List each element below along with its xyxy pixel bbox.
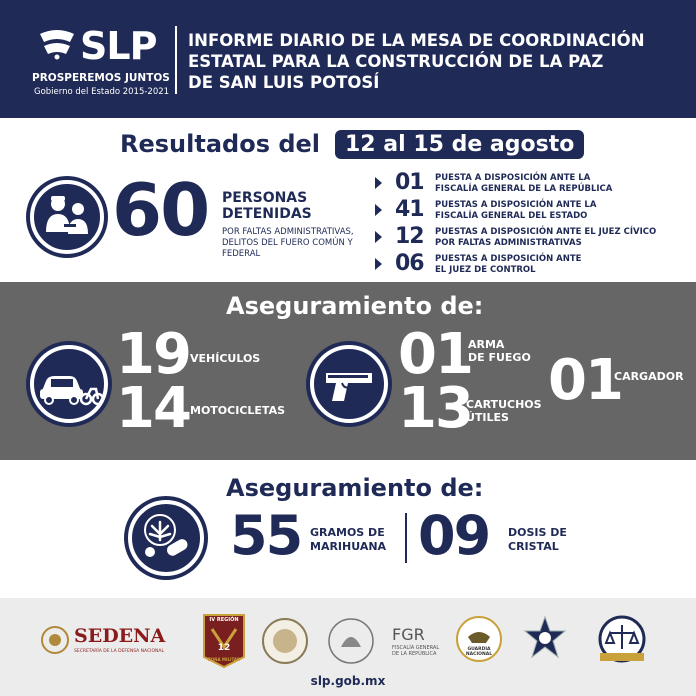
car-motorcycle-icon (34, 349, 104, 419)
disposition-text-line: PUESTAS A DISPOSICIÓN ANTE LA (435, 200, 597, 210)
motorcycles-label: MOTOCICLETAS (190, 404, 285, 417)
seizure-title: Aseguramiento de: (226, 292, 484, 320)
vehicle-circle (30, 345, 108, 423)
sedena-text: SEDENA (74, 625, 166, 647)
guardia-text (454, 647, 504, 657)
website-url[interactable]: slp.gob.mx (310, 674, 386, 688)
guardia-text-line: GUARDIA (467, 647, 491, 652)
vehicles-count: 19 (116, 322, 190, 387)
military-zone-logo (202, 613, 246, 669)
detention-circle (30, 180, 104, 254)
detained-title (222, 190, 312, 222)
disposition-count: 01 (395, 170, 424, 195)
disposition-count: 41 (395, 197, 424, 222)
detained-title-line: PERSONAS (222, 190, 308, 206)
fgr-text: FGR (392, 625, 425, 644)
disposition-text-line: FISCALÍA GENERAL DEL ESTADO (435, 211, 588, 221)
guardia-nacional-logo (454, 613, 504, 669)
magazines-count: 01 (548, 348, 622, 413)
round-seal-icon (260, 613, 310, 669)
results-dates-badge: 12 al 15 de agosto (335, 130, 584, 159)
vehicles-label: VEHÍCULOS (190, 352, 261, 365)
police-star-logo (520, 613, 570, 669)
mexico-coat-of-arms-logo (326, 613, 376, 669)
fgr-logo (390, 613, 450, 669)
weapon-circle (310, 345, 388, 423)
disposition-item (375, 199, 675, 226)
police-star-badge-icon (520, 613, 570, 669)
fgr-subtext-line: FISCALÍA GENERAL (392, 645, 440, 651)
eagle-seal-icon (40, 625, 70, 655)
disposition-item (375, 226, 675, 253)
firearms-label-line: ARMA (468, 338, 505, 351)
pistol-icon (314, 349, 384, 419)
header-divider (175, 26, 177, 94)
disposition-text (435, 173, 675, 195)
fgr-subtext-line: DE LA REPÚBLICA (392, 651, 437, 657)
cartridges-label-line: ÚTILES (466, 411, 509, 424)
sedena-subtext: SECRETARÍA DE LA DEFENSA NACIONAL (74, 649, 164, 654)
disposition-text-line: PUESTAS A DISPOSICIÓN ANTE (435, 254, 582, 264)
justice-seal-logo (592, 613, 652, 669)
institution-logos (40, 613, 660, 669)
firearms-label (468, 338, 531, 364)
coat-of-arms-icon (326, 613, 376, 669)
region-number: 12 (217, 643, 231, 653)
detained-description: POR FALTAS ADMINISTRATIVAS, DELITOS DEL FUERO COMÚN Y FEDERAL (222, 227, 354, 259)
header-banner (0, 0, 696, 118)
sedena-logo (40, 625, 182, 659)
arrow-right-icon (375, 231, 382, 243)
logo-tagline: PROSPEREMOS JUNTOS (32, 72, 170, 84)
fgr-subtext (392, 645, 439, 657)
region-text-bottom: ZONA MILITAR (207, 657, 241, 662)
disposition-count: 12 (395, 224, 424, 249)
report-title-line: ESTATAL PARA LA CONSTRUCCIÓN DE LA PAZ (188, 52, 604, 71)
detained-count: 60 (112, 168, 209, 252)
cannabis-pill-icon (132, 504, 200, 572)
disposition-text (435, 200, 675, 222)
marijuana-count: 55 (230, 504, 302, 567)
report-title-line: DE SAN LUIS POTOSÍ (188, 73, 380, 92)
stat-divider (405, 513, 407, 563)
crystal-label-line: DOSIS DE (508, 526, 567, 539)
guardia-text-line: NACIONAL (465, 652, 493, 657)
cartridges-label-line: CARTUCHOS (466, 398, 542, 411)
guardia-nacional-seal-logo (260, 613, 310, 669)
motorcycles-count: 14 (116, 376, 190, 441)
disposition-text-line: PUESTA A DISPOSICIÓN ANTE LA (435, 173, 591, 183)
report-title (188, 30, 678, 93)
logo-subtitle: Gobierno del Estado 2015-2021 (34, 87, 170, 97)
dispositions-list (375, 172, 675, 280)
disposition-text-line: FISCALÍA GENERAL DE LA REPÚBLICA (435, 184, 613, 194)
police-detention-icon (34, 184, 100, 250)
report-title-line: INFORME DIARIO DE LA MESA DE COORDINACIÓN (188, 31, 645, 50)
marijuana-label-line: MARIHUANA (310, 540, 387, 553)
disposition-item (375, 253, 675, 280)
crystal-label (508, 526, 567, 554)
firearms-count: 01 (398, 322, 472, 387)
marijuana-label-line: GRAMOS DE (310, 526, 385, 539)
crystal-count: 09 (418, 504, 490, 567)
disposition-text-line: PUESTAS A DISPOSICIÓN ANTE EL JUEZ CÍVICO (435, 227, 657, 237)
results-label: Resultados del (120, 130, 321, 158)
arrow-right-icon (375, 204, 382, 216)
arrow-right-icon (375, 177, 382, 189)
magazines-label: CARGADOR (614, 370, 684, 383)
disposition-text-line: EL JUEZ DE CONTROL (435, 265, 536, 275)
arrow-right-icon (375, 258, 382, 270)
slp-logo-mark-icon (36, 30, 78, 60)
cartridges-count: 13 (398, 376, 472, 441)
disposition-count: 06 (395, 251, 424, 276)
disposition-text (435, 254, 675, 276)
justice-scale-seal-icon (592, 613, 652, 669)
crystal-label-line: CRISTAL (508, 540, 559, 553)
detained-title-line: DETENIDAS (222, 206, 312, 222)
firearms-label-line: DE FUEGO (468, 351, 531, 364)
marijuana-label (310, 526, 386, 554)
region-text-top: IV REGIÓN (209, 617, 239, 623)
disposition-text-line: POR FALTAS ADMINISTRATIVAS (435, 238, 582, 248)
logo-text: SLP (80, 24, 157, 68)
disposition-item (375, 172, 675, 199)
disposition-text (435, 227, 675, 249)
drugs-circle (128, 500, 204, 576)
cartridges-label (466, 398, 542, 424)
guardia-nacional-badge-icon (454, 613, 504, 669)
seizure-title: Aseguramiento de: (226, 474, 484, 502)
slp-logo (30, 22, 170, 102)
